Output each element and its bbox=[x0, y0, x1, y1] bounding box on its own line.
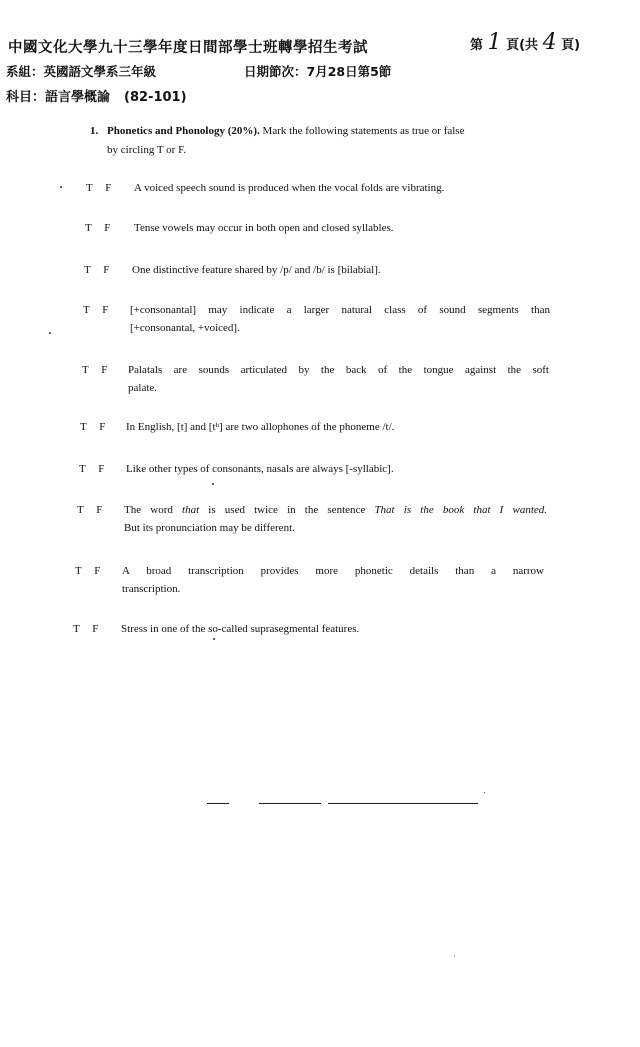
section-instructions bbox=[90, 122, 560, 160]
scan-speck bbox=[484, 792, 485, 793]
question-text bbox=[124, 501, 547, 537]
question-text-line-2: palate. bbox=[128, 382, 158, 394]
section-number: 1. bbox=[90, 125, 99, 137]
subject-label: 科目：語言學概論 bbox=[6, 90, 111, 105]
question-text: A voiced speech sound is produced when the vocal folds are vibrating. bbox=[134, 182, 445, 194]
page-middle: 頁(共 bbox=[506, 38, 539, 53]
exam-title: 中國文化大學九十三學年度日間部學士班轉學招生考試 bbox=[8, 40, 368, 56]
question-text bbox=[122, 562, 544, 598]
question-text: Like other types of consonants, nasals are always [-syllabic]. bbox=[126, 463, 394, 475]
question-text-line-1 bbox=[124, 501, 547, 519]
tf-choice[interactable]: T F bbox=[77, 504, 103, 516]
question-text-line-2: But its pronunciation may be different. bbox=[124, 522, 295, 534]
question-text-part: The word bbox=[124, 504, 183, 516]
page-number: 1 bbox=[487, 30, 502, 55]
question-text-line-1: [+consonantal] may indicate a larger natural class of sound segments than bbox=[130, 304, 550, 316]
question-text-line-2: transcription. bbox=[122, 583, 181, 595]
question-text-italic: That is the book that I wanted. bbox=[374, 504, 548, 516]
tf-choice[interactable]: T F bbox=[73, 623, 99, 635]
subject bbox=[6, 86, 187, 105]
question-text-line-1: Palatals are sounds articulated by the back of the tongue against the soft bbox=[128, 364, 549, 376]
scan-speck bbox=[49, 332, 51, 334]
question-text-part: is used twice in the sentence bbox=[199, 504, 375, 516]
scan-speck bbox=[454, 955, 455, 956]
question-text bbox=[130, 301, 550, 337]
question-text: In English, [t] and [tʰ] are two allophones of the phoneme /t/. bbox=[126, 421, 395, 433]
page-total: 4 bbox=[542, 30, 557, 55]
end-rule bbox=[207, 803, 229, 804]
department: 系組：英國語文學系三年級 bbox=[6, 64, 157, 79]
tf-choice[interactable]: T F bbox=[79, 463, 105, 475]
tf-choice[interactable]: T F bbox=[86, 182, 112, 194]
tf-choice[interactable]: T F bbox=[85, 222, 111, 234]
question-text bbox=[128, 361, 549, 397]
page-indicator bbox=[470, 30, 580, 55]
question-text-line-1: A broad transcription provides more phonetic details than a narrow bbox=[122, 565, 544, 577]
question-text-line-2: [+consonantal, +voiced]. bbox=[130, 322, 240, 334]
page-prefix: 第 bbox=[470, 38, 484, 53]
tf-choice[interactable]: T F bbox=[84, 264, 110, 276]
tf-choice[interactable]: T F bbox=[75, 565, 101, 577]
scan-speck bbox=[212, 483, 214, 485]
instructions-text: Mark the following statements as true or false bbox=[262, 125, 465, 137]
tf-choice[interactable]: T F bbox=[80, 421, 106, 433]
scan-speck bbox=[60, 186, 62, 188]
page-suffix: 頁) bbox=[561, 38, 581, 53]
question-text: One distinctive feature shared by /p/ and /b/ is [bilabial]. bbox=[132, 264, 381, 276]
question-text-italic: that bbox=[182, 504, 200, 516]
tf-choice[interactable]: T F bbox=[83, 304, 109, 316]
end-rule bbox=[259, 803, 321, 804]
exam-date: 日期節次：7月28日第5節 bbox=[244, 64, 392, 79]
instructions-text-2: by circling T or F. bbox=[107, 144, 187, 156]
subject-code: (82-101) bbox=[124, 90, 187, 105]
scan-speck bbox=[213, 638, 215, 640]
end-rule bbox=[328, 803, 478, 804]
question-text: Tense vowels may occur in both open and closed syllables. bbox=[134, 222, 394, 234]
section-title: Phonetics and Phonology (20%). bbox=[107, 125, 260, 137]
question-text: Stress in one of the so-called suprasegmental features. bbox=[121, 623, 360, 635]
tf-choice[interactable]: T F bbox=[82, 364, 108, 376]
